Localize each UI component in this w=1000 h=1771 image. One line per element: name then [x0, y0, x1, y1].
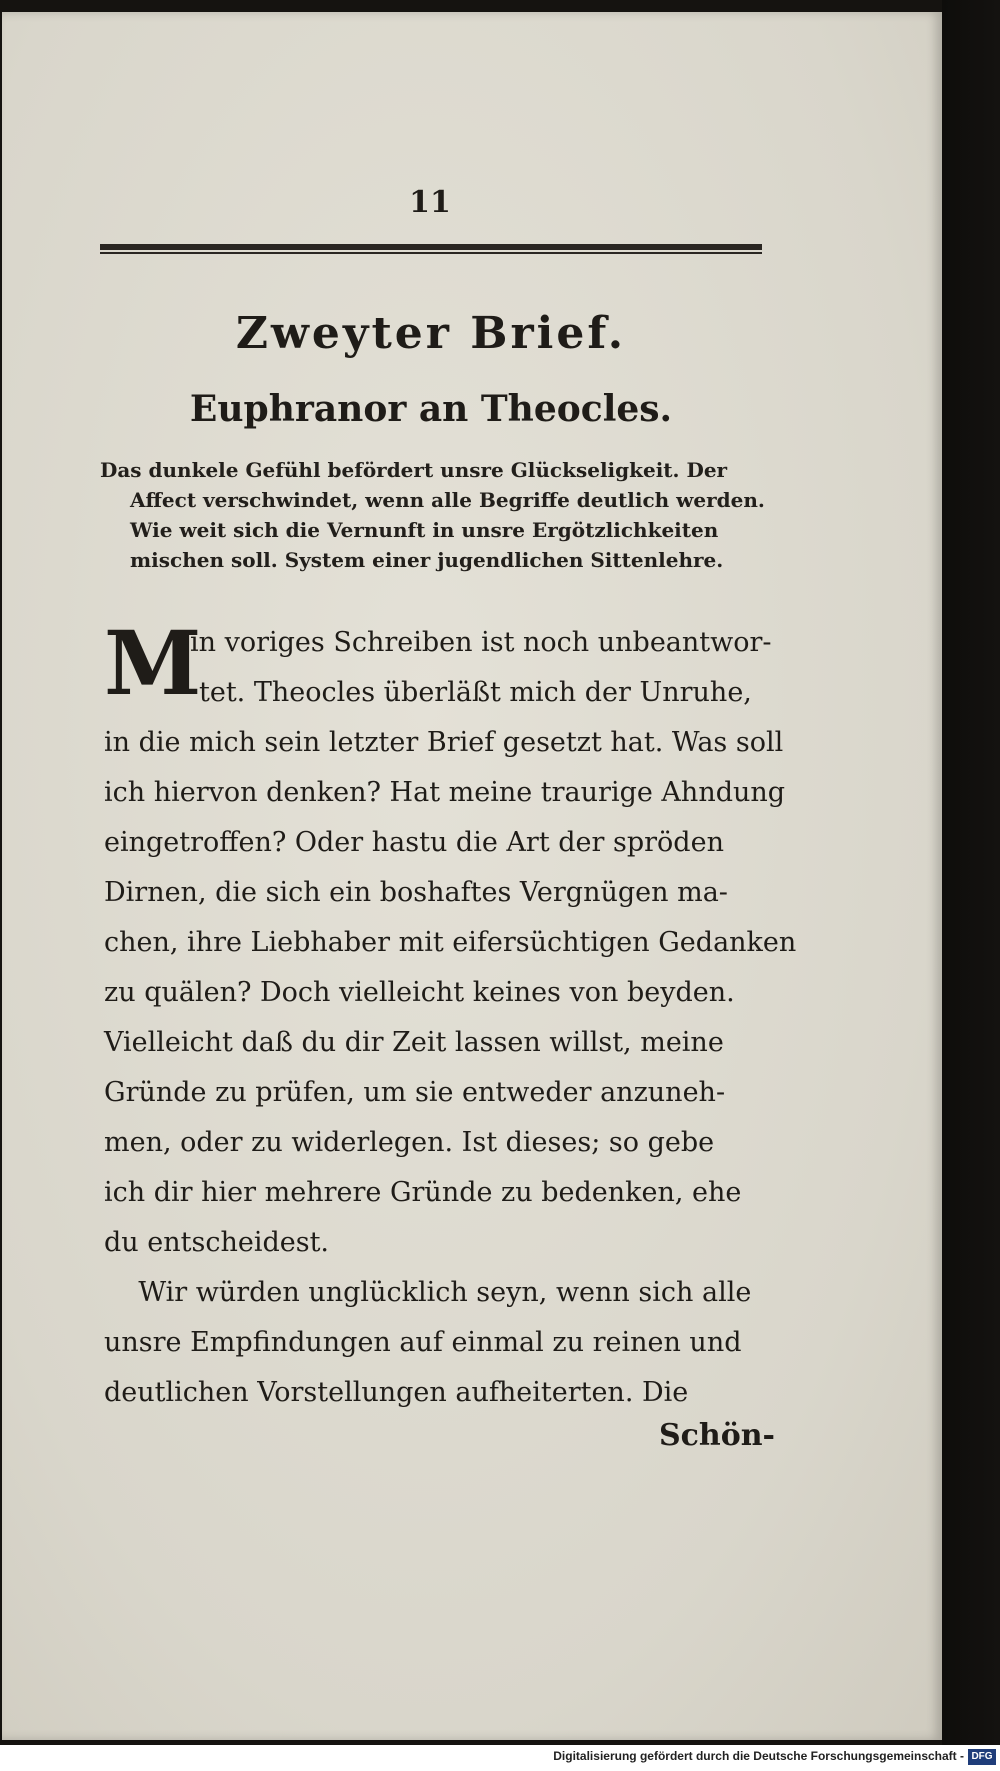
body-line: eingetroffen? Oder hastu die Art der spröden	[104, 827, 724, 858]
body-line: chen, ihre Liebhaber mit eifersüchtigen Gedanken	[104, 927, 797, 958]
summary-line: mischen soll. System einer jugendlichen Sittenlehre.	[130, 548, 724, 572]
body-line: zu quälen? Doch vielleicht keines von beyden.	[104, 977, 735, 1008]
body-line: Vielleicht daß du dir Zeit lassen willst, meine	[104, 1027, 724, 1058]
catchword: Schön-	[658, 1418, 775, 1453]
body-line: Dirnen, die sich ein boshaftes Vergnügen ma-	[104, 877, 728, 908]
letter-title: Zweyter Brief.	[235, 308, 627, 359]
body-line: Wir würden unglücklich seyn, wenn sich alle	[104, 1277, 752, 1308]
header-rule-thin	[100, 252, 762, 254]
body-line: ich hiervon denken? Hat meine traurige Ahndung	[104, 777, 786, 808]
body-line: Gründe zu prüfen, um sie entweder anzuneh-	[104, 1077, 726, 1108]
summary-line: Das dunkele Gefühl befördert unsre Glückseligkeit. Der	[100, 458, 728, 482]
body-line: men, oder zu widerlegen. Ist dieses; so gebe	[104, 1127, 715, 1158]
book-edge-shadow	[942, 0, 1000, 1745]
dfg-logo-icon: DFG	[968, 1749, 996, 1765]
digitization-footer	[0, 1745, 1000, 1771]
header-rule-thick	[100, 244, 762, 250]
page-number: 11	[409, 185, 451, 220]
body-line: ich dir hier mehrere Gründe zu bedenken, ehe	[104, 1177, 742, 1208]
body-line: in die mich sein letzter Brief gesetzt hat. Was soll	[104, 727, 784, 758]
header-rule	[100, 244, 762, 257]
summary-line: Affect verschwindet, wenn alle Begriffe deutlich werden.	[130, 488, 765, 512]
drop-cap: M	[104, 611, 202, 715]
body-line: deutlichen Vorstellungen aufheiterten. Die	[104, 1377, 689, 1408]
summary-line: Wie weit sich die Vernunft in unsre Ergötzlichkeiten	[130, 518, 719, 542]
body-line: du entscheidest.	[104, 1227, 330, 1258]
letter-subtitle: Euphranor an Theocles.	[189, 388, 673, 430]
footer-credit: Digitalisierung gefördert durch die Deutsche Forschungsgemeinschaft -	[553, 1749, 964, 1763]
body-line: unsre Empfindungen auf einmal zu reinen und	[104, 1327, 742, 1358]
body-line: tet. Theocles überläßt mich der Unruhe,	[199, 677, 752, 708]
body-line: ein voriges Schreiben ist noch unbeantwor-	[174, 627, 772, 658]
body-text	[104, 611, 797, 1418]
chapter-summary	[100, 455, 765, 575]
